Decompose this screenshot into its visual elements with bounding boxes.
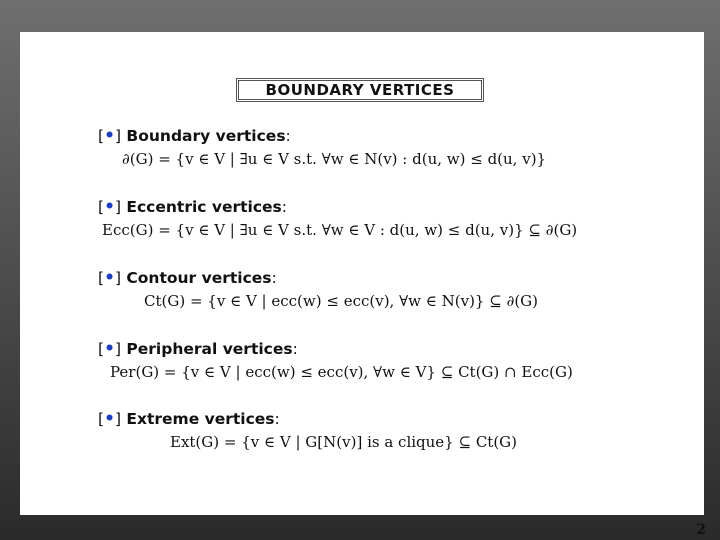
section-heading	[98, 126, 291, 146]
bullet-close: ]	[114, 340, 121, 358]
section-heading	[98, 197, 287, 217]
bullet-dot-icon: •	[104, 268, 115, 288]
slide	[20, 32, 704, 515]
bullet-dot-icon: •	[104, 197, 115, 217]
bullet-open: [	[98, 410, 105, 428]
bullet-open: [	[98, 269, 105, 287]
section-heading	[98, 268, 277, 288]
heading-text: Peripheral vertices	[126, 340, 293, 358]
bullet-open: [	[98, 127, 105, 145]
bullet-close: ]	[114, 410, 121, 428]
bullet-close: ]	[114, 198, 121, 216]
heading-text: Eccentric vertices	[126, 198, 282, 216]
formula: Ct(G) = {v ∈ V | ecc(w) ≤ ecc(v), ∀w ∈ N(v)} ⊆ ∂(G)	[144, 292, 539, 310]
section-heading	[98, 339, 298, 359]
bullet-dot-icon: •	[104, 126, 115, 146]
heading-colon: :	[274, 410, 280, 428]
heading-colon: :	[285, 127, 291, 145]
formula: Ext(G) = {v ∈ V | G[N(v)] is a clique} ⊆ Ct(G)	[170, 433, 518, 451]
heading-colon: :	[281, 198, 288, 216]
heading-text: Extreme vertices	[126, 410, 275, 428]
bullet-close: ]	[114, 269, 121, 287]
formula: ∂(G) = {v ∈ V | ∃u ∈ V s.t. ∀w ∈ N(v) : d(u, w) ≤ d(u, v)}	[122, 150, 547, 168]
formula: Ecc(G) = {v ∈ V | ∃u ∈ V s.t. ∀w ∈ V : d(u, w) ≤ d(u, v)} ⊆ ∂(G)	[102, 221, 578, 239]
page-number: 2	[696, 522, 706, 538]
heading-text: Boundary vertices	[126, 127, 286, 145]
slide-title: BOUNDARY VERTICES	[236, 78, 484, 102]
bullet-dot-icon: •	[104, 409, 115, 429]
bullet-dot-icon: •	[104, 339, 115, 359]
heading-colon: :	[271, 269, 277, 287]
formula: Per(G) = {v ∈ V | ecc(w) ≤ ecc(v), ∀w ∈ V} ⊆ Ct(G) ∩ Ecc(G)	[110, 363, 573, 381]
bullet-open: [	[98, 198, 105, 216]
heading-colon: :	[292, 340, 298, 358]
bullet-close: ]	[114, 127, 121, 145]
heading-text: Contour vertices	[126, 269, 272, 287]
bullet-open: [	[98, 340, 105, 358]
section-heading	[98, 409, 280, 429]
